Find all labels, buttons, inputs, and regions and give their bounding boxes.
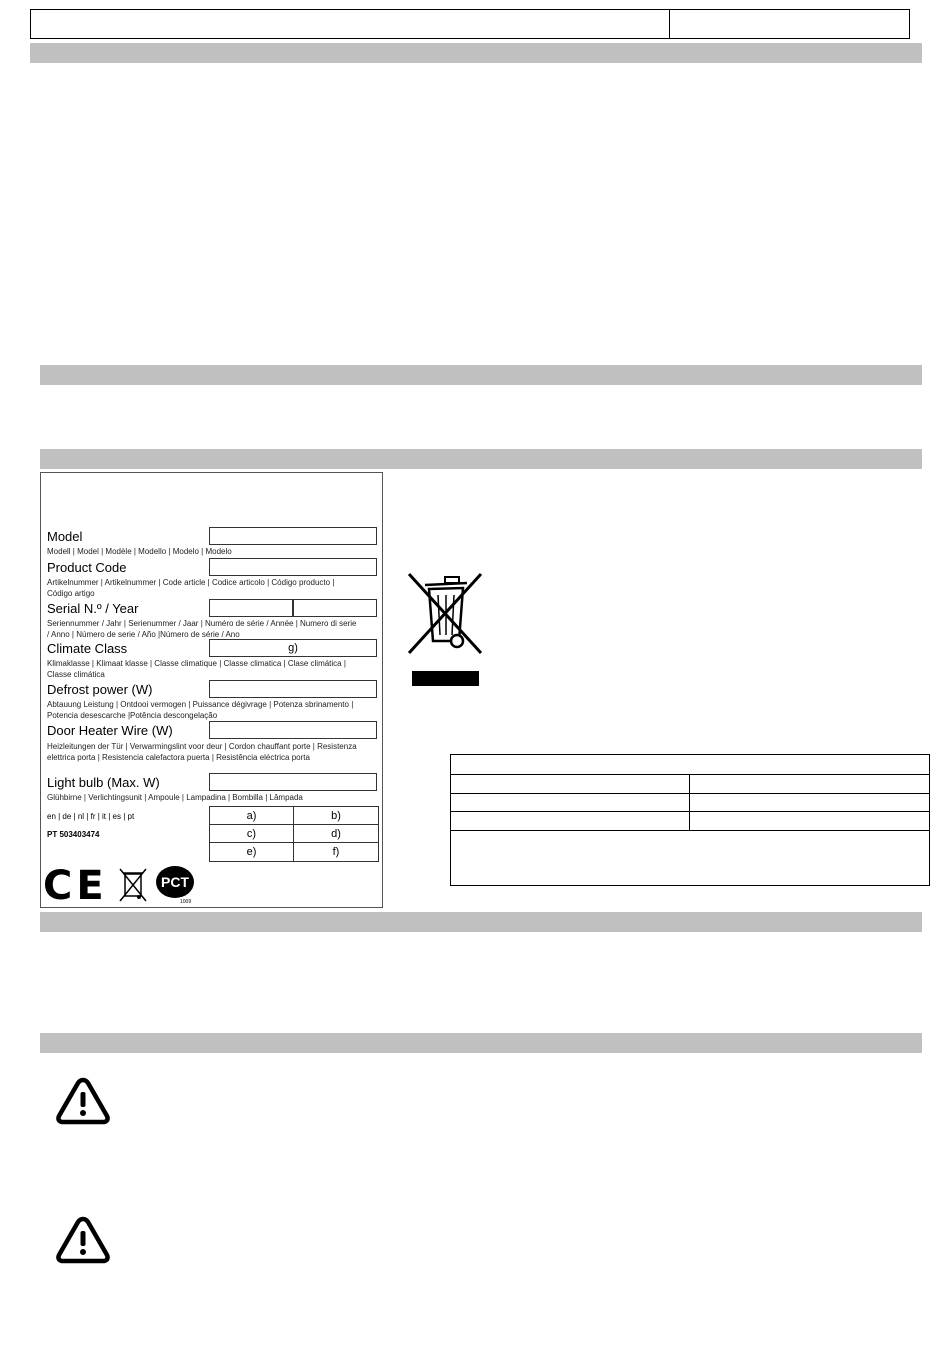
weee-bin-icon bbox=[405, 571, 485, 657]
ce-mark-icon: CE bbox=[43, 863, 108, 909]
product-code-title: Product Code bbox=[47, 560, 127, 575]
plate-weee-icon bbox=[117, 866, 149, 904]
rating-plate bbox=[40, 472, 383, 908]
light-bulb-field bbox=[209, 773, 377, 791]
light-bulb-subtitle: Glühbirne | Verlichtingsunit | Ampoule | Lampadina | Bombilla | Lâmpada bbox=[47, 793, 303, 802]
serial-subtitle: Seriennummer / Jahr | Serienummer / Jaar | Numéro de série / Année | Numero di serie / Anno | Número de serie / Año |Número de série / Ano bbox=[47, 619, 357, 639]
cell-e: e) bbox=[210, 843, 294, 861]
table-row-line bbox=[451, 793, 929, 794]
warning-icon bbox=[54, 1215, 112, 1265]
weee-black-bar bbox=[412, 671, 479, 686]
header-divider bbox=[669, 10, 670, 38]
year-field bbox=[293, 599, 377, 617]
info-cell-grid bbox=[209, 806, 379, 862]
info-table bbox=[450, 754, 930, 886]
pct-mark-text: PCT bbox=[161, 874, 189, 890]
product-code-field bbox=[209, 558, 377, 576]
cell-d: d) bbox=[294, 825, 378, 843]
serial-title: Serial N.º / Year bbox=[47, 601, 139, 616]
defrost-title: Defrost power (W) bbox=[47, 682, 153, 697]
warning-icon bbox=[54, 1076, 112, 1126]
door-heater-title: Door Heater Wire (W) bbox=[47, 723, 173, 738]
page-header-box bbox=[30, 9, 910, 39]
table-row-line bbox=[451, 811, 929, 812]
section-bar-2 bbox=[40, 365, 922, 385]
language-codes: en | de | nl | fr | it | es | pt bbox=[47, 812, 135, 821]
pct-mark-icon bbox=[155, 865, 199, 899]
climate-title: Climate Class bbox=[47, 641, 128, 656]
defrost-subtitle: Abtauung Leistung | Ontdooi vermogen | Puissance dégivrage | Potenza sbrinamento | Potencia desescarche |Potência descongelação bbox=[47, 700, 354, 720]
serial-field bbox=[209, 599, 293, 617]
door-heater-subtitle: Heizleitungen der Tür | Verwarmingslint voor deur | Cordon chauffant porte | Resistenza elettrica porta | Resistencia calefactora puerta | Resistência eléctrica porta bbox=[47, 742, 357, 762]
light-bulb-title: Light bulb (Max. W) bbox=[47, 775, 160, 790]
product-code-subtitle: Artikelnummer | Artikelnummer | Code article | Codice articolo | Código producto | Código artigo bbox=[47, 578, 335, 598]
model-title: Model bbox=[47, 529, 83, 544]
climate-field: g) bbox=[209, 639, 377, 657]
cell-a: a) bbox=[210, 807, 294, 825]
model-field bbox=[209, 527, 377, 545]
door-heater-field bbox=[209, 721, 377, 739]
section-bar-3 bbox=[40, 449, 922, 469]
defrost-field bbox=[209, 680, 377, 698]
section-bar-5 bbox=[40, 1033, 922, 1053]
section-bar-1 bbox=[30, 43, 922, 63]
part-code: PT 503403474 bbox=[47, 830, 100, 839]
section-bar-4 bbox=[40, 912, 922, 932]
cell-f: f) bbox=[332, 846, 340, 858]
model-subtitle: Modell | Model | Modèle | Modello | Modelo | Modelo bbox=[47, 547, 232, 556]
pct-mark-number: 1009 bbox=[180, 899, 192, 905]
cell-b: b) bbox=[294, 807, 378, 825]
table-row-line bbox=[451, 774, 929, 775]
cell-c: c) bbox=[210, 825, 294, 843]
climate-subtitle: Klimaklasse | Klimaat klasse | Classe climatique | Classe climatica | Clase climática | Classe climática bbox=[47, 659, 346, 679]
table-column-line bbox=[689, 774, 690, 830]
table-row-line bbox=[451, 830, 929, 831]
